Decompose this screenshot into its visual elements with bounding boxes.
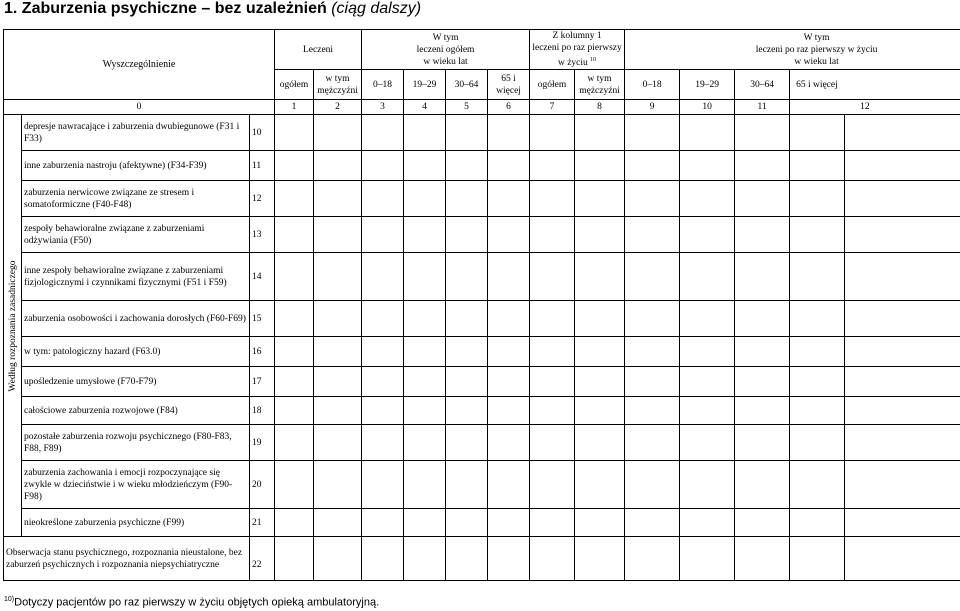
header-of-which-total-line3: w wieku lat (423, 56, 468, 67)
header-of-which-total (362, 30, 530, 70)
header-col1-line2: leczeni po raz pierwszy (532, 43, 622, 53)
row-number-last: 22 (250, 537, 275, 581)
header-col1-first-time (530, 30, 625, 70)
header-age-0-18: 0–18 (362, 70, 404, 100)
colnum-12: 12 (790, 100, 960, 115)
row-label: upośledzenie umysłowe (F70-F79) (22, 367, 250, 397)
row-label: zaburzenia zachowania i emocji rozpoczynające się zwykle w dzieciństwie i w wieku młodzieńczym (F90-F98) (22, 461, 250, 509)
data-table (3, 29, 960, 581)
colnum-4: 4 (404, 100, 446, 115)
colnum-7: 7 (530, 100, 575, 115)
header-age-30-64: 30–64 (446, 70, 488, 100)
colnum-0: 0 (4, 100, 275, 115)
row-label: inne zespoły behawioralne związane z zaburzeniami fizjologicznymi i czynnikami fizycznymi (F51 i F59) (22, 253, 250, 301)
row-number: 14 (250, 253, 275, 301)
row-label-last: Obserwacja stanu psychicznego, rozpoznania nieustalone, bez zaburzeń psychicznych i rozpoznania niepsychiatryczne (4, 537, 250, 581)
row-label: w tym: patologiczny hazard (F63.0) (22, 337, 250, 367)
footnote-text: Dotyczy pacjentów po raz pierwszy w życiu objętych opieką ambulatoryjną. (14, 596, 380, 609)
row-label: depresje nawracające i zaburzenia dwubiegunowe (F31 i F33) (22, 115, 250, 151)
header-first-time-ages (625, 30, 960, 70)
row-number: 15 (250, 301, 275, 337)
header-men: w tym mężczyźni (314, 70, 362, 100)
row-number: 10 (250, 115, 275, 151)
side-label-cell (4, 115, 22, 537)
colnum-2: 2 (314, 100, 362, 115)
colnum-6: 6 (488, 100, 530, 115)
page-title (4, 0, 421, 18)
title-continued: (ciąg dalszy) (331, 0, 422, 17)
footnote-mark: 10) (4, 596, 15, 603)
colnum-11: 11 (735, 100, 790, 115)
header-age-65-plus: 65 i więcej (488, 70, 530, 100)
row-label: całościowe zaburzenia rozwojowe (F84) (22, 397, 250, 425)
row-number: 21 (250, 509, 275, 537)
header-first-line3: w wieku lat (794, 56, 839, 67)
footnote-ref: 10 (590, 57, 597, 63)
colnum-10: 10 (680, 100, 735, 115)
row-number: 12 (250, 181, 275, 217)
header-of-which-total-line1: W tym (432, 32, 459, 43)
header-total-first: ogółem (530, 70, 575, 100)
header-col1-line3: w życiu $^{10}$ (557, 57, 597, 69)
colnum-5: 5 (446, 100, 488, 115)
row-label: zaburzenia nerwicowe związane ze stresem i somatoformiczne (F40-F48) (22, 181, 250, 217)
header-specification: Wyszczególnienie (4, 30, 275, 100)
row-number: 16 (250, 337, 275, 367)
header-age-19-29: 19–29 (404, 70, 446, 100)
row-label: inne zaburzenia nastroju (afektywne) (F34-F39) (22, 151, 250, 181)
header-first-age-0-18: 0–18 (625, 70, 680, 100)
colnum-3: 3 (362, 100, 404, 115)
header-of-which-total-line2: leczeni ogółem (416, 44, 475, 55)
colnum-8: 8 (575, 100, 625, 115)
header-treated: Leczeni (275, 30, 362, 70)
header-first-age-65-plus: 65 i więcej (790, 70, 960, 100)
title-main: 1. Zaburzenia psychiczne – bez uzależnień (4, 0, 327, 17)
row-number: 17 (250, 367, 275, 397)
row-label: zaburzenia osobowości i zachowania dorosłych (F60-F69) (22, 301, 250, 337)
header-men-first: w tym mężczyźni (575, 70, 625, 100)
header-first-line2: leczeni po raz pierwszy w życiu (755, 44, 878, 55)
header-first-line1: W tym (803, 32, 830, 43)
row-number: 13 (250, 217, 275, 253)
header-first-age-19-29: 19–29 (680, 70, 735, 100)
header-first-age-30-64: 30–64 (735, 70, 790, 100)
header-total: ogółem (275, 70, 314, 100)
header-col1-line1: Z kolumny 1 (552, 31, 602, 41)
colnum-1: 1 (275, 100, 314, 115)
row-number: 19 (250, 425, 275, 461)
row-label: nieokreślone zaburzenia psychiczne (F99) (22, 509, 250, 537)
colnum-9: 9 (625, 100, 680, 115)
row-number: 20 (250, 461, 275, 509)
side-label: Według rozpoznania zasadniczego (7, 260, 18, 392)
row-label: zespoły behawioralne związane z zaburzeniami odżywiania (F50) (22, 217, 250, 253)
row-number: 18 (250, 397, 275, 425)
row-label: pozostałe zaburzenia rozwoju psychicznego (F80-F83, F88, F89) (22, 425, 250, 461)
footnote (4, 596, 379, 609)
row-number: 11 (250, 151, 275, 181)
